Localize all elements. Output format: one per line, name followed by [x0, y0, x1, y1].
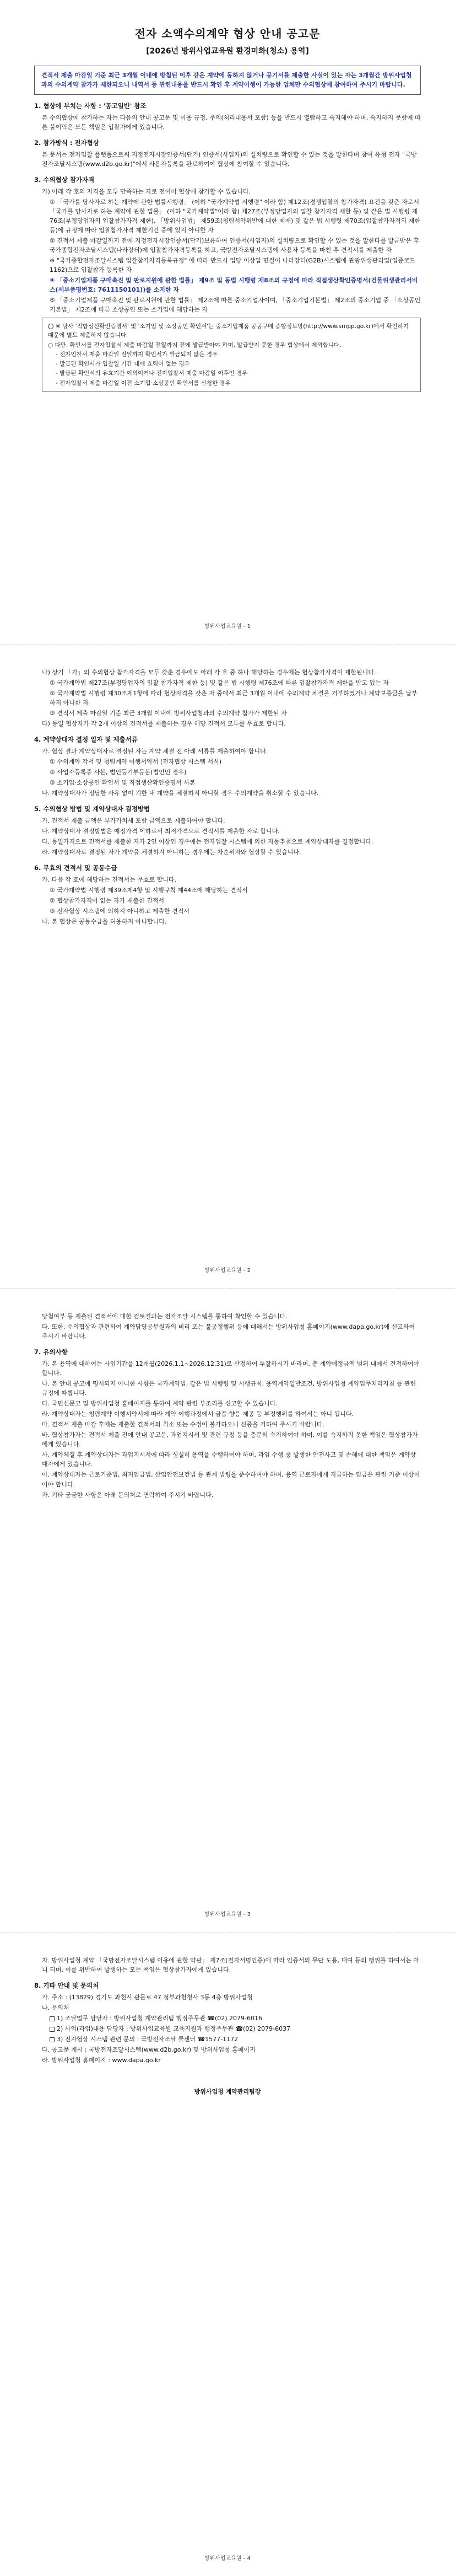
- confirmation-note-box: [42, 318, 421, 392]
- section-5-item: 다. 동일가격으로 견적서를 제출한 자가 2인 이상인 경우에는 전자입찰 시스템에 의한 자동추첨으로 계약상대자를 결정합니다.: [42, 838, 373, 846]
- section-4-item: ③ 소기업·소상공인 확인서 및 직접생산확인증명서 사본: [50, 779, 196, 787]
- notice-box: 견적서 제출 마감일 기준 최근 3개월 이내에 방침된 이후 같은 계약에 동하지 않거나 공기서를 제출한 사실이 있는 자는 3개월간 방위사업청과의 수의계약 참가가 제한되오니 내역서 등 관련내용을 반드시 확인 후 계약이행이 가능한 업체만 수의협상에 참여하여 주시기 바랍니다.: [34, 66, 421, 95]
- caution-item: 자. 기타 궁금한 사항은 아래 문의처로 연락하여 주시기 바랍니다.: [42, 1491, 214, 1499]
- signature: 방위사업청 계약관리팀장: [194, 2088, 261, 2096]
- note-line: ※ 당사 '적합성신확인증명서' 및 '소기업 및 소상공인 확인서'는 중소기업제품 공공구매 종합정보망(http://www.smpp.go.kr)에서 확인하기 때문에 별도 제출하지 않습니다.: [48, 323, 409, 339]
- contact-line: 1) 조달업무 담당자 : 방위사업청 계약관리팀 행정주무관 ☎(02) 2079-6016: [34, 2014, 421, 2023]
- section-3-item-note: ※ "국가종합전자조달시스템 입찰참가자격등록규정" 에 따라 반드시 업당 이상업 면질이 나라장터(G2B)시스템에 관광위생관리업(업종코드 1162)으로 입찰참가 등록한 자: [50, 256, 416, 273]
- caution-item: 다. 국민신문고 및 방위사업청 홈페이지를 통하여 계약 관련 부조리를 신고할 수 있습니다.: [42, 1400, 278, 1408]
- section-1-heading: 1. 협상에 부치는 사항 : '공고일반' 참조: [34, 101, 147, 110]
- section-3-item-b: 나) 상기 「가」의 수의협상 참가자격을 모두 갖춘 경우에도 아래 각 호 중 하나 해당하는 경우에는 협상참가자격이 제한됩니다.: [42, 669, 376, 676]
- section-3-item-c: 다) 동일 협상자가 각 2개 이상의 견적서를 제출하는 경우 해당 견적서 모두를 무효로 합니다.: [42, 720, 286, 728]
- section-5-item: 가. 견적서 제출 금액은 부가가치세 포함 금액으로 제출하여야 합니다.: [42, 817, 225, 825]
- page-footer: 방위사업교육원 - 3: [204, 1911, 251, 1918]
- section-6-heading: 6. 무효의 견적서 및 공동수급: [34, 864, 117, 872]
- report-text: 다. 또한, 수의협상과 관련하여 계약담당공무원과의 비리 또는 불공정행위 등에 대해서는 방위사업청 홈페이지(www.dapa.go.kr)에 신고하여 주시기 바랍니다.: [42, 1323, 415, 1340]
- section-7-heading: 7. 유의사항: [34, 1348, 68, 1356]
- note-line: - 발급된 확인서의 유효기간 이외이거나 전자입찰서 제출 마감일 이후인 경우: [56, 370, 248, 377]
- section-1-text: 본 수의협상에 참가하는 자는 다음의 안내 공고문 및 이용 규정, 주의(처리내용서 포함) 등을 반드시 열람하고 숙지해야 하며, 숙지하지 못함에 따른 불이익은 모든 책임은 입찰자에게 있습니다.: [42, 114, 421, 131]
- page-3: [0, 1288, 455, 1932]
- section-3-item-5: ⑤ 「중소기업제품 구매촉진 및 판로지원에 관한 법률」 제2조에 따른 중소기업자이며, 「중소기업기본법」 제2조의 중소기업 중 「소상공인기본법」 제2조에 따른 소상공인 또는 소기업에 해당하는 자: [50, 297, 421, 314]
- restriction-item: ① 국가계약법 제27조(부정당업자의 입찰 참가자격 제한 등) 및 같은 법 시행령 제76조에 따른 입찰참가자격 제한을 받고 있는 자: [50, 679, 389, 687]
- contact-line: 3) 전자협상 시스템 관련 문의 : 국방전자조달 콜센터 ☎1577-1172: [34, 2035, 421, 2044]
- address-line: 가. 주소 : (13829) 경기도 과천시 관문로 47 정부과천청사 3동 4층 방위사업청: [42, 1993, 253, 2001]
- caution-item: 사. 계약체결 후 계약상대자는 과업지시서에 따라 성실히 용역을 수행하여야 하며, 과업 수행 중 발생한 안전사고 및 손해에 대한 책임은 계약상대자에게 있습니다.: [42, 1451, 416, 1468]
- section-4-item: ② 사업자등록증 사본, 법인등기부등본(법인인 경우): [50, 769, 187, 776]
- section-5-item: 라. 계약상대자로 결정된 자가 계약을 체결하지 아니하는 경우에는 차순위자와 협상할 수 있습니다.: [42, 849, 301, 856]
- caution-item: 가. 본 용역에 대하여는 사업기간을 12개월(2026.1.1~2026.12.31)로 산정하여 투찰하시기 바라며, 총 계약예정금액 범위 내에서 견적하여야 합니다.: [42, 1360, 420, 1377]
- caution-item: 차. 방위사업청 계약 「국방전자조달시스템 이용에 관한 약관」 제7조(전자서명인증)에 따라 인증서의 무단 도용, 대여 등의 행위를 하여서는 아니 되며, 이를 위반하여 발생하는 모든 책임은 협상참가자에게 있습니다.: [42, 1957, 419, 1974]
- caution-item: 나. 본 안내 공고에 명시되지 아니한 사항은 국가계약법, 같은 법 시행령 및 시행규칙, 용역계약일반조건, 방위사업청 계약업무처리지침 등 관련 규정에 따릅니다.: [42, 1380, 416, 1397]
- page-1: [0, 0, 455, 644]
- note-line: ○ 다만, 확인서를 전자입찰서 제출 마감일 전일까지 전에 발급받아야 하며, 발급받지 못한 경우 협상에서 제외합니다.: [48, 341, 342, 348]
- section-4-item: ① 수의계약 각서 및 청렴계약 이행서약서 (전자협상 시스템 서식): [50, 758, 222, 766]
- bullet-icon: [48, 324, 53, 329]
- page-2: [0, 644, 455, 1288]
- section-4-item: 가. 협상 결과 계약상대자로 결정된 자는 계약 체결 전 아래 서류를 제출하여야 합니다.: [42, 748, 268, 755]
- section-3-item-4: ④ 「중소기업제품 구매촉진 및 판로지원에 관한 법률」 제9조 및 동법 시행령 제8조의 규정에 따라 직접생산확인증명서(건물위생관리서비스(세부품명번호: 7611150101))를 소지한 자: [50, 276, 418, 293]
- section-6-item: 나. 본 협상은 공동수급을 허용하지 아니합니다.: [42, 918, 167, 926]
- section-5-heading: 5. 수의협상 방법 및 계약상대자 결정방법: [34, 805, 150, 813]
- section-2-heading: 2. 참가방식 : 전자협상: [34, 138, 99, 147]
- section-4-item: 나. 계약상대자가 정당한 사유 없이 기한 내 계약을 체결하지 아니할 경우 수의계약을 취소할 수 있습니다.: [42, 790, 319, 797]
- section-6-item: ② 협상참가자격이 없는 자가 제출한 견적서: [50, 897, 164, 905]
- note-line: - 발급된 확인서가 입찰일 기간 내에 효력이 없는 경우: [56, 361, 190, 368]
- notice-posting: 다. 공고문 게시 : 국방전자조달시스템(www.d2b.go.kr) 및 방위사업청 홈페이지: [42, 2046, 256, 2054]
- section-2-text: 본 문서는 전자입찰 플랫폼으로써 지정전자시장인증서(단기) 인증서(사업자)의 설치량으로 확인할 수 있는 것을 말한다며 참여 유형 전자 "국방전자조달시스템(www.d2b.go.kr)"에서 사용자등록을 완료하여야 협상에 참여할 수 있습니다.: [42, 151, 417, 168]
- restriction-item: ③ 견적서 제출 마감일 기준 최근 3개월 이내에 방위사업청과의 수의계약 참가가 제한된 자: [50, 710, 287, 717]
- section-3-heading: 3. 수의협상 참가자격: [34, 175, 95, 184]
- section-4-heading: 4. 계약상대자 결정 일자 및 제출서류: [34, 736, 138, 744]
- section-3-item-1: ① 「국가를 당사자로 하는 계약에 관한 법률시행령」 (이하 "국가계약법 시행령" 이라 함) 제12조(경쟁입찰의 참가자격) 요건을 갖춘 자로서 「국가를 당사자로 하는 계약에 관한 법률」 (이하 "국가계약법"이라 함) 제27조(부정당업자의 입찰 참가자격 제한 등) 및 같은 법 시행령 제76조(부정당업자의 입찰참가자격 제한), 「방위사업법」 제59조(청렴서약위반에 대한 제재) 및 같은 법 시행령 제70조(입찰참가자격의 제한 등)에 규정에 따라 입찰참가자격 제한기간 중에 있지 아니한 자: [50, 198, 420, 234]
- homepage-link[interactable]: 라. 방위사업청 홈페이지 : www.dapa.go.kr: [42, 2057, 161, 2064]
- phone-icon: [50, 2016, 55, 2021]
- document-subtitle: [2026년 방위사업교육원 환경미화(청소) 용역]: [146, 47, 309, 56]
- document-title: 전자 소액수의계약 협상 안내 공고문: [134, 27, 321, 40]
- contact-heading: 나. 문의처: [42, 2004, 69, 2011]
- section-6-item: ③ 전자협상 시스템에 의하지 아니하고 제출한 견적서: [50, 908, 189, 915]
- page-footer: 방위사업교육원 - 4: [204, 2555, 251, 2562]
- page-footer: 방위사업교육원 - 1: [204, 623, 251, 630]
- phone-icon: [50, 2027, 55, 2032]
- page-4: [0, 1932, 455, 2576]
- section-6-item: 가. 다음 각 호에 해당하는 견적서는 무효로 합니다.: [42, 876, 176, 884]
- section-5-item: 나. 계약상대자 결정방법은 예정가격 이하로서 최저가격으로 견적서를 제출한 자로 합니다.: [42, 828, 280, 835]
- caution-item: 라. 계약상대자는 청렴계약 이행서약서에 따라 계약 이행과정에서 금품·향응 제공 등 부정행위를 하여서는 아니 됩니다.: [42, 1410, 354, 1418]
- page-footer: 방위사업교육원 - 2: [204, 1267, 251, 1274]
- contact-line: 2) 사업(과업)내용 담당자 : 방위사업교육원 교육지원과 행정주무관 ☎(02) 2079-6037: [34, 2024, 421, 2033]
- section-3-item-a: 가) 아래 각 호의 자격을 모두 만족하는 자로 전이미 협상에 참가할 수 있습니다.: [42, 187, 251, 195]
- caution-item: 바. 협상참가자는 견적서 제출 전에 안내 공고문, 과업지시서 및 관련 규정 등을 충분히 숙지하여야 하며, 이를 숙지하지 못한 책임은 협상참가자에게 있습니다.: [42, 1431, 418, 1448]
- phone-icon: [50, 2037, 55, 2042]
- restriction-item: ② 국가계약법 시행령 제30조제1항에 따라 협상자격을 갖춘 자 중에서 최근 3개월 이내에 수의계약 체결을 거부하였거나 계약보증금을 납부하지 아니한 자: [50, 690, 418, 707]
- section-6-item: ① 국가계약법 시행령 제39조제4항 및 시행규칙 제44조에 해당하는 견적서: [50, 887, 248, 894]
- note-line: - 전자입찰서 제출 마감일 이전 소기업·소상공인 확인서를 신청한 경우: [56, 379, 231, 387]
- caution-item: 마. 견적서 제출 마감 후에는 제출한 견적서의 취소 또는 수정이 불가하오니 신중을 기하여 주시기 바랍니다.: [42, 1421, 324, 1429]
- note-line: - 전자입찰서 제출 마감일 전일까지 확인서가 발급되지 않은 경우: [56, 351, 218, 358]
- section-8-heading: 8. 기타 안내 및 문의처: [34, 1982, 99, 1990]
- section-3-item-2: ② 견적서 제출 마감일까지 전에 지정전자시장인증서(단기)보유하여 인증서(사업자)의 설치량으로 확인할 수 있는 것을 말한다를 발급받은 후 국가종합전자조달시스템(나라장터)에 입찰참가자격등록을 하고, 국방전자조달시스템에 사용자 등록을 마친 후 견적서를 제출한 자: [50, 237, 420, 254]
- caution-item: 아. 계약상대자는 근로기준법, 최저임금법, 산업안전보건법 등 관계 법령을 준수하여야 하며, 용역 근로자에게 지급하는 임금은 관련 기준 이상이어야 합니다.: [42, 1471, 420, 1488]
- review-text: 당첨여부 등 제출된 견적서에 대한 검토결과는 전자조달 시스템을 통하여 확인할 수 있습니다.: [42, 1313, 288, 1320]
